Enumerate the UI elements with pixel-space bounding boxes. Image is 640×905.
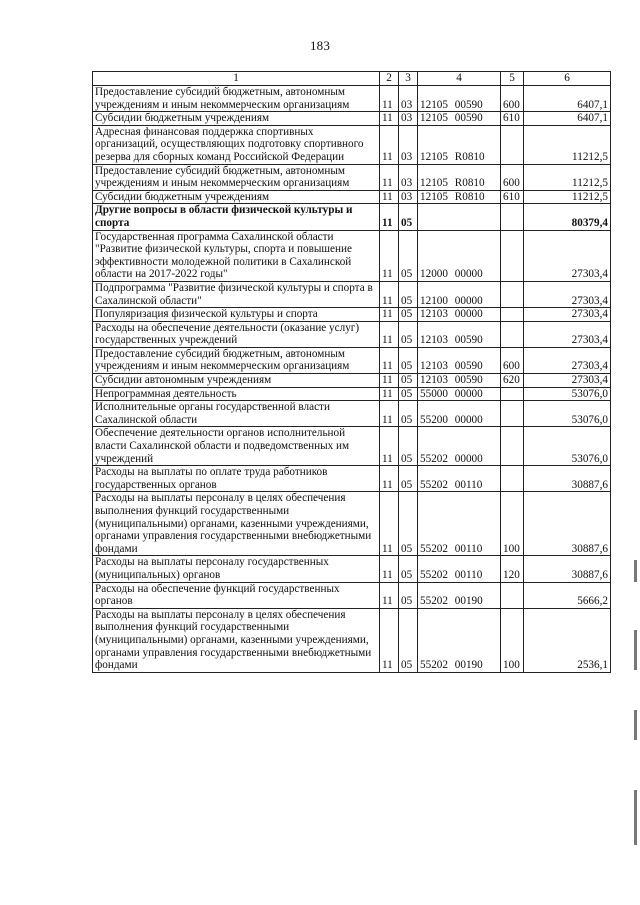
row-subsection: 03 (399, 112, 418, 126)
header-col-target-article: 4 (418, 72, 501, 86)
row-subsection: 03 (399, 86, 418, 112)
page-number: 183 (309, 38, 331, 53)
row-subsection: 05 (399, 230, 418, 281)
row-name: Подпрограмма "Развитие физической культуры и спорта в Сахалинской области" (93, 281, 380, 307)
row-amount: 30887,6 (524, 466, 611, 492)
row-section: 11 (380, 112, 399, 126)
row-section: 11 (380, 281, 399, 307)
table-row (93, 556, 611, 582)
row-amount: 30887,6 (524, 556, 611, 582)
row-name: Расходы на выплаты по оплате труда работников государственных органов (93, 466, 380, 492)
row-expense-type (501, 204, 524, 230)
header-col-expense-type: 5 (501, 72, 524, 86)
row-amount: 11212,5 (524, 190, 611, 204)
row-amount: 2536,1 (524, 608, 611, 672)
row-name: Популяризация физической культуры и спорта (93, 308, 380, 322)
row-subsection: 05 (399, 308, 418, 322)
row-section: 11 (380, 387, 399, 401)
table-row (93, 608, 611, 672)
row-target-article: 12100 00000 (418, 281, 501, 307)
header-col-subsection: 3 (399, 72, 418, 86)
table-row (93, 427, 611, 466)
row-subsection: 05 (399, 374, 418, 388)
row-section: 11 (380, 190, 399, 204)
row-target-article: 12000 00000 (418, 230, 501, 281)
row-expense-type: 620 (501, 374, 524, 388)
row-amount: 27303,4 (524, 308, 611, 322)
table-row (93, 308, 611, 322)
row-name: Непрограммная деятельность (93, 387, 380, 401)
table-row (93, 492, 611, 556)
scan-margin-marks (634, 560, 638, 860)
row-target-article: 12105 R0810 (418, 125, 501, 164)
row-name: Расходы на выплаты персоналу государственных (муниципальных) органов (93, 556, 380, 582)
row-expense-type: 120 (501, 556, 524, 582)
row-section: 11 (380, 321, 399, 347)
row-expense-type (501, 387, 524, 401)
row-section: 11 (380, 556, 399, 582)
table-header-row (93, 72, 611, 86)
row-section: 11 (380, 427, 399, 466)
table-row (93, 387, 611, 401)
row-target-article: 55202 00190 (418, 608, 501, 672)
row-section: 11 (380, 582, 399, 608)
row-name: Государственная программа Сахалинской области "Развитие физической культуры, спорта и повышение эффективности молодежной политики в Сахалинской области на 2017-2022 годы" (93, 230, 380, 281)
table-row (93, 86, 611, 112)
row-name: Другие вопросы в области физической культуры и спорта (93, 204, 380, 230)
row-name: Адресная финансовая поддержка спортивных организаций, осуществляющих подготовку спортивного резерва для сборных команд Российской Федерации (93, 125, 380, 164)
row-section: 11 (380, 204, 399, 230)
table-row (93, 374, 611, 388)
row-section: 11 (380, 374, 399, 388)
row-target-article: 12103 00590 (418, 347, 501, 373)
row-section: 11 (380, 164, 399, 190)
row-expense-type: 600 (501, 164, 524, 190)
row-amount: 53076,0 (524, 387, 611, 401)
header-col-section: 2 (380, 72, 399, 86)
row-expense-type (501, 427, 524, 466)
table-row (93, 466, 611, 492)
header-col-amount: 6 (524, 72, 611, 86)
table-row (93, 164, 611, 190)
row-target-article: 55000 00000 (418, 387, 501, 401)
row-subsection: 05 (399, 204, 418, 230)
row-section: 11 (380, 86, 399, 112)
row-subsection: 03 (399, 164, 418, 190)
row-name: Субсидии бюджетным учреждениям (93, 190, 380, 204)
row-name: Субсидии бюджетным учреждениям (93, 112, 380, 126)
row-amount: 27303,4 (524, 321, 611, 347)
row-target-article: 12105 R0810 (418, 164, 501, 190)
table-row (93, 321, 611, 347)
row-amount: 27303,4 (524, 230, 611, 281)
row-amount: 27303,4 (524, 374, 611, 388)
row-amount: 27303,4 (524, 347, 611, 373)
row-target-article: 55202 00190 (418, 582, 501, 608)
row-expense-type (501, 466, 524, 492)
table-row (93, 401, 611, 427)
row-target-article: 12103 00590 (418, 374, 501, 388)
row-amount: 6407,1 (524, 112, 611, 126)
row-amount: 11212,5 (524, 125, 611, 164)
row-expense-type: 610 (501, 112, 524, 126)
table-row (93, 582, 611, 608)
row-section: 11 (380, 492, 399, 556)
row-expense-type: 100 (501, 608, 524, 672)
row-expense-type: 610 (501, 190, 524, 204)
row-section: 11 (380, 347, 399, 373)
row-name: Предоставление субсидий бюджетным, автономным учреждениям и иным некоммерческим организациям (93, 347, 380, 373)
table-row (93, 230, 611, 281)
row-section: 11 (380, 308, 399, 322)
row-target-article: 12105 R0810 (418, 190, 501, 204)
row-section: 11 (380, 608, 399, 672)
row-name: Предоставление субсидий бюджетным, автономным учреждениям и иным некоммерческим организациям (93, 164, 380, 190)
row-subsection: 05 (399, 281, 418, 307)
row-expense-type (501, 582, 524, 608)
row-subsection: 05 (399, 387, 418, 401)
table-row (93, 112, 611, 126)
row-expense-type: 600 (501, 86, 524, 112)
table-row (93, 190, 611, 204)
row-name: Расходы на выплаты персоналу в целях обеспечения выполнения функций государственными (муниципальными) органами, казенными учреждениями, органами управления государственными внебюджетными фондами (93, 492, 380, 556)
row-amount: 53076,0 (524, 427, 611, 466)
row-expense-type (501, 321, 524, 347)
row-expense-type (501, 308, 524, 322)
row-amount: 53076,0 (524, 401, 611, 427)
row-subsection: 03 (399, 190, 418, 204)
row-subsection: 05 (399, 466, 418, 492)
row-expense-type: 100 (501, 492, 524, 556)
row-expense-type (501, 281, 524, 307)
row-target-article: 55202 00110 (418, 466, 501, 492)
row-name: Расходы на обеспечение функций государственных органов (93, 582, 380, 608)
row-subsection: 05 (399, 427, 418, 466)
row-subsection: 05 (399, 556, 418, 582)
row-subsection: 05 (399, 492, 418, 556)
row-subsection: 03 (399, 125, 418, 164)
row-name: Предоставление субсидий бюджетным, автономным учреждениям и иным некоммерческим организациям (93, 86, 380, 112)
header-col-name: 1 (93, 72, 380, 86)
row-subsection: 05 (399, 347, 418, 373)
row-expense-type (501, 125, 524, 164)
row-target-article: 55202 00110 (418, 556, 501, 582)
row-expense-type (501, 230, 524, 281)
row-target-article: 12103 00590 (418, 321, 501, 347)
row-section: 11 (380, 466, 399, 492)
row-amount: 30887,6 (524, 492, 611, 556)
table-row (93, 281, 611, 307)
row-name: Обеспечение деятельности органов исполнительной власти Сахалинской области и подведомственных им учреждений (93, 427, 380, 466)
row-amount: 5666,2 (524, 582, 611, 608)
row-amount: 80379,4 (524, 204, 611, 230)
budget-table (92, 71, 611, 673)
row-section: 11 (380, 125, 399, 164)
row-subsection: 05 (399, 401, 418, 427)
table-row (93, 125, 611, 164)
row-name: Расходы на выплаты персоналу в целях обеспечения выполнения функций государственными (муниципальными) органами, казенными учреждениями, органами управления государственными внебюджетными фондами (93, 608, 380, 672)
row-target-article: 12103 00000 (418, 308, 501, 322)
table-body (93, 86, 611, 673)
row-target-article (418, 204, 501, 230)
row-expense-type: 600 (501, 347, 524, 373)
row-target-article: 12105 00590 (418, 86, 501, 112)
row-name: Расходы на обеспечение деятельности (оказание услуг) государственных учреждений (93, 321, 380, 347)
row-target-article: 55200 00000 (418, 401, 501, 427)
row-amount: 27303,4 (524, 281, 611, 307)
row-subsection: 05 (399, 608, 418, 672)
row-subsection: 05 (399, 321, 418, 347)
table-row (93, 204, 611, 230)
table-row (93, 347, 611, 373)
row-subsection: 05 (399, 582, 418, 608)
row-section: 11 (380, 401, 399, 427)
row-target-article: 12105 00590 (418, 112, 501, 126)
row-target-article: 55202 00110 (418, 492, 501, 556)
row-name: Исполнительные органы государственной власти Сахалинской области (93, 401, 380, 427)
row-amount: 11212,5 (524, 164, 611, 190)
row-expense-type (501, 401, 524, 427)
row-section: 11 (380, 230, 399, 281)
row-amount: 6407,1 (524, 86, 611, 112)
row-target-article: 55202 00000 (418, 427, 501, 466)
row-name: Субсидии автономным учреждениям (93, 374, 380, 388)
